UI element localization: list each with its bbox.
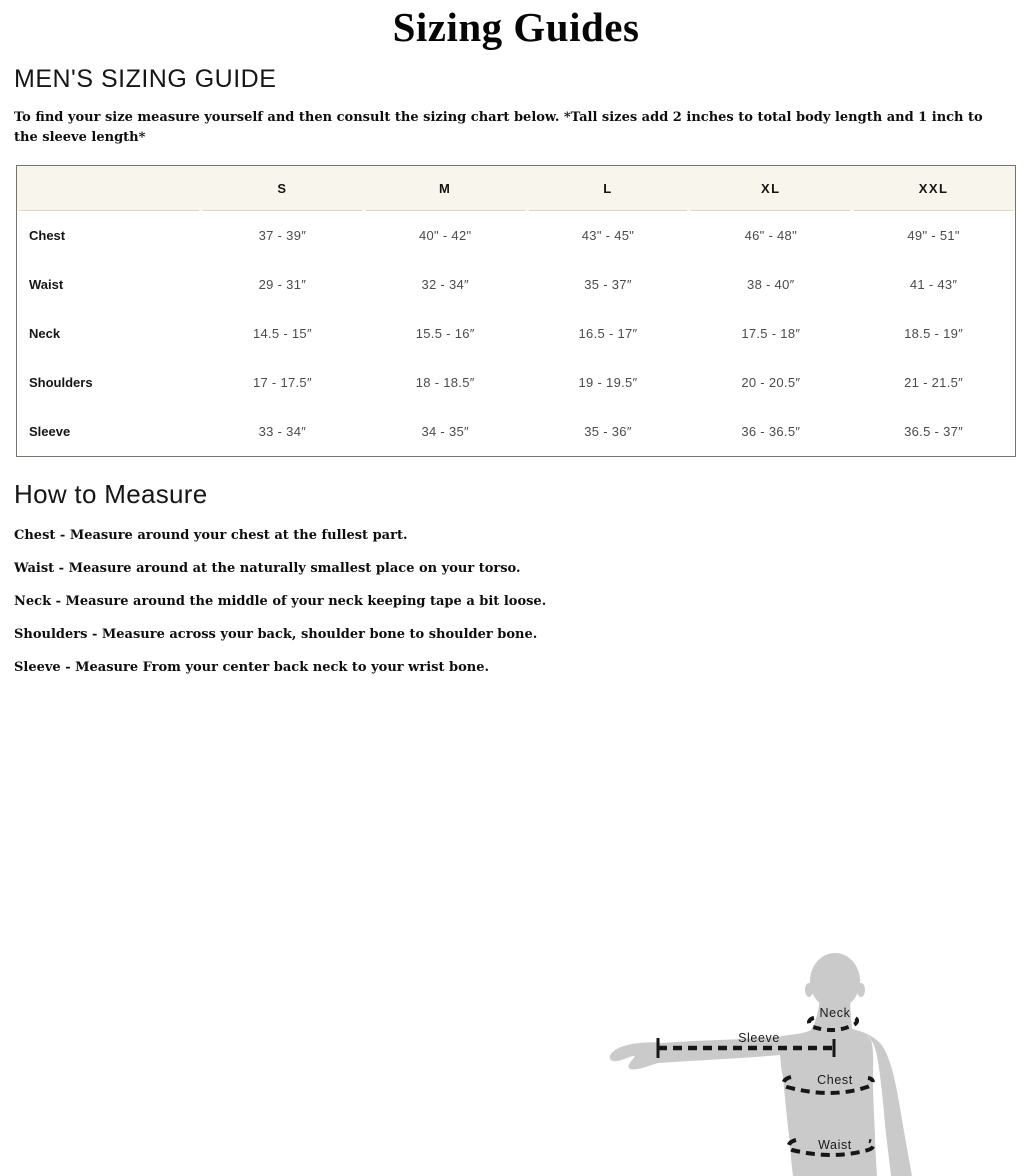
size-value-cell: 46" - 48" (744, 228, 797, 244)
size-value-cell: 33 - 34″ (258, 424, 307, 440)
measure-instructions-list (14, 526, 614, 678)
diagram-label-waist: Waist (818, 1138, 852, 1153)
size-value-cell: 18.5 - 19″ (904, 326, 964, 342)
diagram-label-chest: Chest (817, 1073, 853, 1088)
how-to-measure-heading: How to Measure (14, 479, 208, 510)
size-value-cell: 38 - 40″ (747, 277, 795, 293)
size-value-cell: 14.5 - 15″ (252, 326, 312, 342)
sizing-table (17, 166, 1015, 456)
size-value-cell: 35 - 36″ (584, 424, 632, 440)
mens-sizing-heading: MEN'S SIZING GUIDE (14, 65, 277, 94)
diagram-label-sleeve: Sleeve (738, 1031, 780, 1046)
size-value-cell: 18 - 18.5″ (415, 375, 475, 391)
table-row (17, 407, 1015, 456)
size-value-cell: 35 - 37″ (584, 277, 632, 293)
sizing-table-container (16, 165, 1016, 457)
body-silhouette-illustration (600, 934, 1032, 1176)
size-value-cell: 37 - 39″ (258, 228, 307, 244)
size-value-cell: 36.5 - 37″ (904, 424, 964, 440)
size-value-cell: 32 - 34″ (421, 277, 469, 293)
measure-instruction-item: Shoulders - Measure across your back, shoulder bone to shoulder bone. (14, 627, 538, 643)
mens-sizing-section (0, 65, 1032, 457)
diagram-label-neck: Neck (819, 1006, 851, 1021)
measure-instruction-item: Waist - Measure around at the naturally smallest place on your torso. (14, 561, 521, 577)
measure-instruction-item: Sleeve - Measure From your center back neck to your wrist bone. (14, 660, 490, 676)
size-value-cell: 21 - 21.5″ (904, 375, 964, 391)
table-row (17, 211, 1015, 260)
size-column-header: XL (689, 166, 852, 211)
size-column-header: L (527, 166, 690, 211)
size-value-cell: 49" - 51" (907, 228, 960, 244)
size-value-cell: 20 - 20.5″ (741, 375, 801, 391)
size-value-cell: 15.5 - 16″ (415, 326, 475, 342)
size-value-cell: 40" - 42" (418, 228, 472, 244)
measurement-row-label: Neck (29, 326, 61, 342)
size-value-cell: 29 - 31″ (258, 277, 307, 293)
size-column-header: S (201, 166, 364, 211)
size-column-header: M (364, 166, 527, 211)
size-value-cell: 34 - 35″ (421, 424, 469, 440)
measurement-row-label: Shoulders (29, 375, 93, 391)
measure-instruction-item: Chest - Measure around your chest at the fullest part. (14, 528, 408, 544)
table-header-row (17, 166, 1015, 211)
table-row (17, 358, 1015, 407)
measure-instruction-item: Neck - Measure around the middle of your neck keeping tape a bit loose. (14, 594, 547, 610)
size-value-cell: 17.5 - 18″ (741, 326, 801, 342)
size-value-cell: 17 - 17.5″ (252, 375, 312, 391)
measurement-row-label: Sleeve (29, 424, 71, 440)
sizing-table-body (17, 211, 1015, 456)
page-title: Sizing Guides (392, 4, 640, 50)
measurement-row-label: Waist (29, 277, 64, 293)
table-row (17, 309, 1015, 358)
corner-cell (17, 166, 201, 211)
size-value-cell: 16.5 - 17″ (578, 326, 638, 342)
size-value-cell: 43" - 45" (581, 228, 635, 244)
table-row (17, 260, 1015, 309)
sizing-intro-text: To find your size measure yourself and then consult the sizing chart below. *Tall sizes add 2 inches to total body length and 1 inch to the sleeve length* (14, 110, 983, 146)
measurement-row-label: Chest (29, 228, 66, 244)
how-to-measure-section (0, 479, 1032, 1153)
size-value-cell: 41 - 43″ (909, 277, 958, 293)
size-column-header: XXL (852, 166, 1015, 211)
body-measurement-diagram (600, 934, 1032, 1176)
size-value-cell: 36 - 36.5″ (741, 424, 801, 440)
size-value-cell: 19 - 19.5″ (578, 375, 638, 391)
